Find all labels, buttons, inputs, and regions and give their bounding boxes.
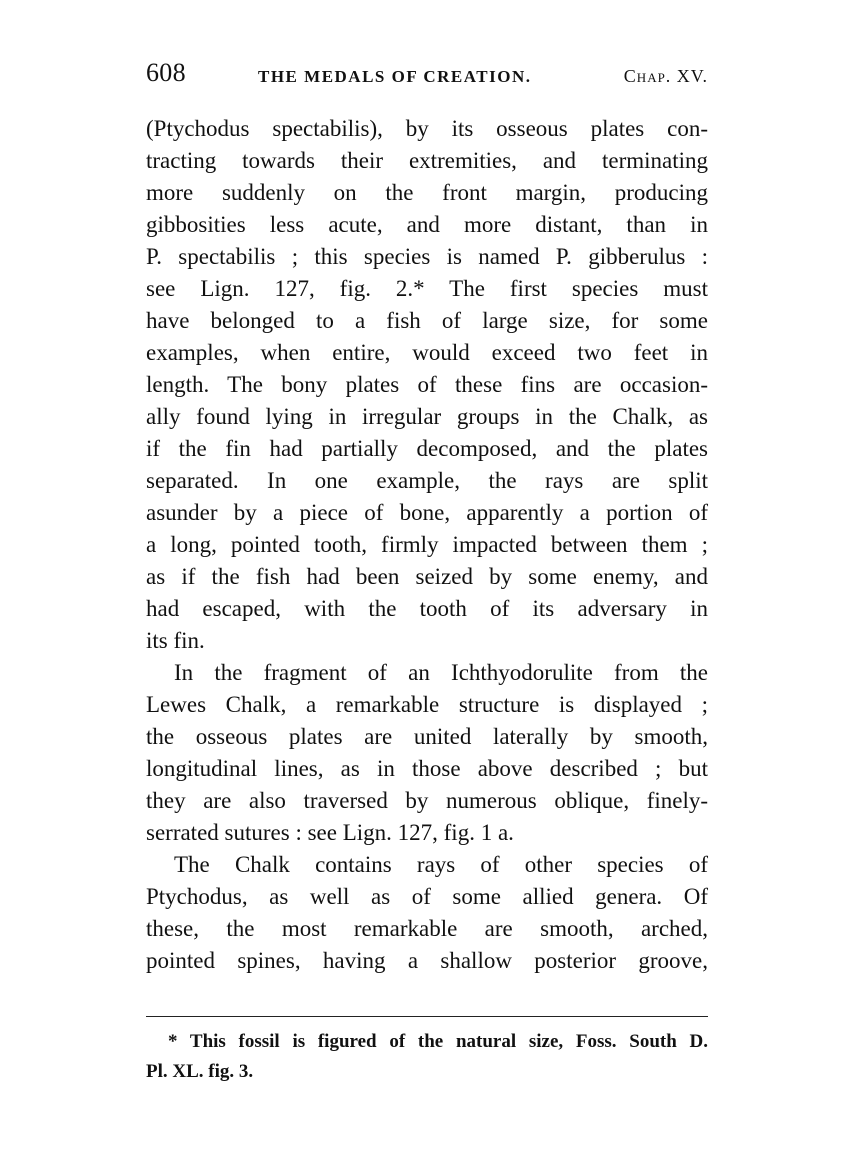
- text-line: the osseous plates are united laterally by smooth,: [146, 724, 708, 749]
- text-line: its fin.: [146, 628, 205, 653]
- text-line: tracting towards their extremities, and terminating: [146, 148, 708, 173]
- footnote-line: * This fossil is figured of the natural size, Foss. South D.: [168, 1031, 708, 1052]
- text-line: The Chalk contains rays of other species of: [174, 852, 708, 877]
- text-line: ally found lying in irregular groups in the Chalk, as: [146, 404, 708, 429]
- text-line: see Lign. 127, fig. 2.* The first species must: [146, 276, 708, 301]
- text-line: separated. In one example, the rays are split: [146, 468, 708, 493]
- text-line: asunder by a piece of bone, apparently a portion of: [146, 500, 708, 525]
- text-line: In the fragment of an Ichthyodorulite from the: [174, 660, 708, 685]
- text-line: have belonged to a fish of large size, for some: [146, 308, 708, 333]
- text-line: if the fin had partially decomposed, and the plates: [146, 436, 708, 461]
- text-line: (Ptychodus spectabilis), by its osseous plates con-: [146, 116, 708, 141]
- text-line: had escaped, with the tooth of its adversary in: [146, 596, 708, 621]
- text-line: a long, pointed tooth, firmly impacted between them ;: [146, 532, 708, 557]
- running-title: THE MEDALS OF CREATION.: [258, 67, 532, 86]
- text-line: more suddenly on the front margin, producing: [146, 180, 708, 205]
- text-line: pointed spines, having a shallow posterior groove,: [146, 948, 708, 973]
- footnote: [146, 1027, 708, 1087]
- page-number: 608: [146, 58, 186, 87]
- footnote-line: Pl. XL. fig. 3.: [146, 1061, 254, 1082]
- running-header: [146, 58, 708, 98]
- text-line: Ptychodus, as well as of some allied genera. Of: [146, 884, 708, 909]
- text-line: these, the most remarkable are smooth, arched,: [146, 916, 708, 941]
- text-line: gibbosities less acute, and more distant, than in: [146, 212, 708, 237]
- text-line: they are also traversed by numerous oblique, finely-: [146, 788, 708, 813]
- text-line: serrated sutures : see Lign. 127, fig. 1 a.: [146, 820, 514, 845]
- text-line: length. The bony plates of these fins are occasion-: [146, 372, 708, 397]
- text-line: as if the fish had been seized by some enemy, and: [146, 564, 708, 589]
- text-line: examples, when entire, would exceed two feet in: [146, 340, 708, 365]
- text-line: Lewes Chalk, a remarkable structure is displayed ;: [146, 692, 708, 717]
- text-line: P. spectabilis ; this species is named P. gibberulus :: [146, 244, 708, 269]
- body-text: [146, 113, 708, 977]
- footnote-divider: [146, 1016, 708, 1017]
- chapter-reference: Chap. XV.: [623, 66, 708, 86]
- text-line: longitudinal lines, as in those above described ; but: [146, 756, 708, 781]
